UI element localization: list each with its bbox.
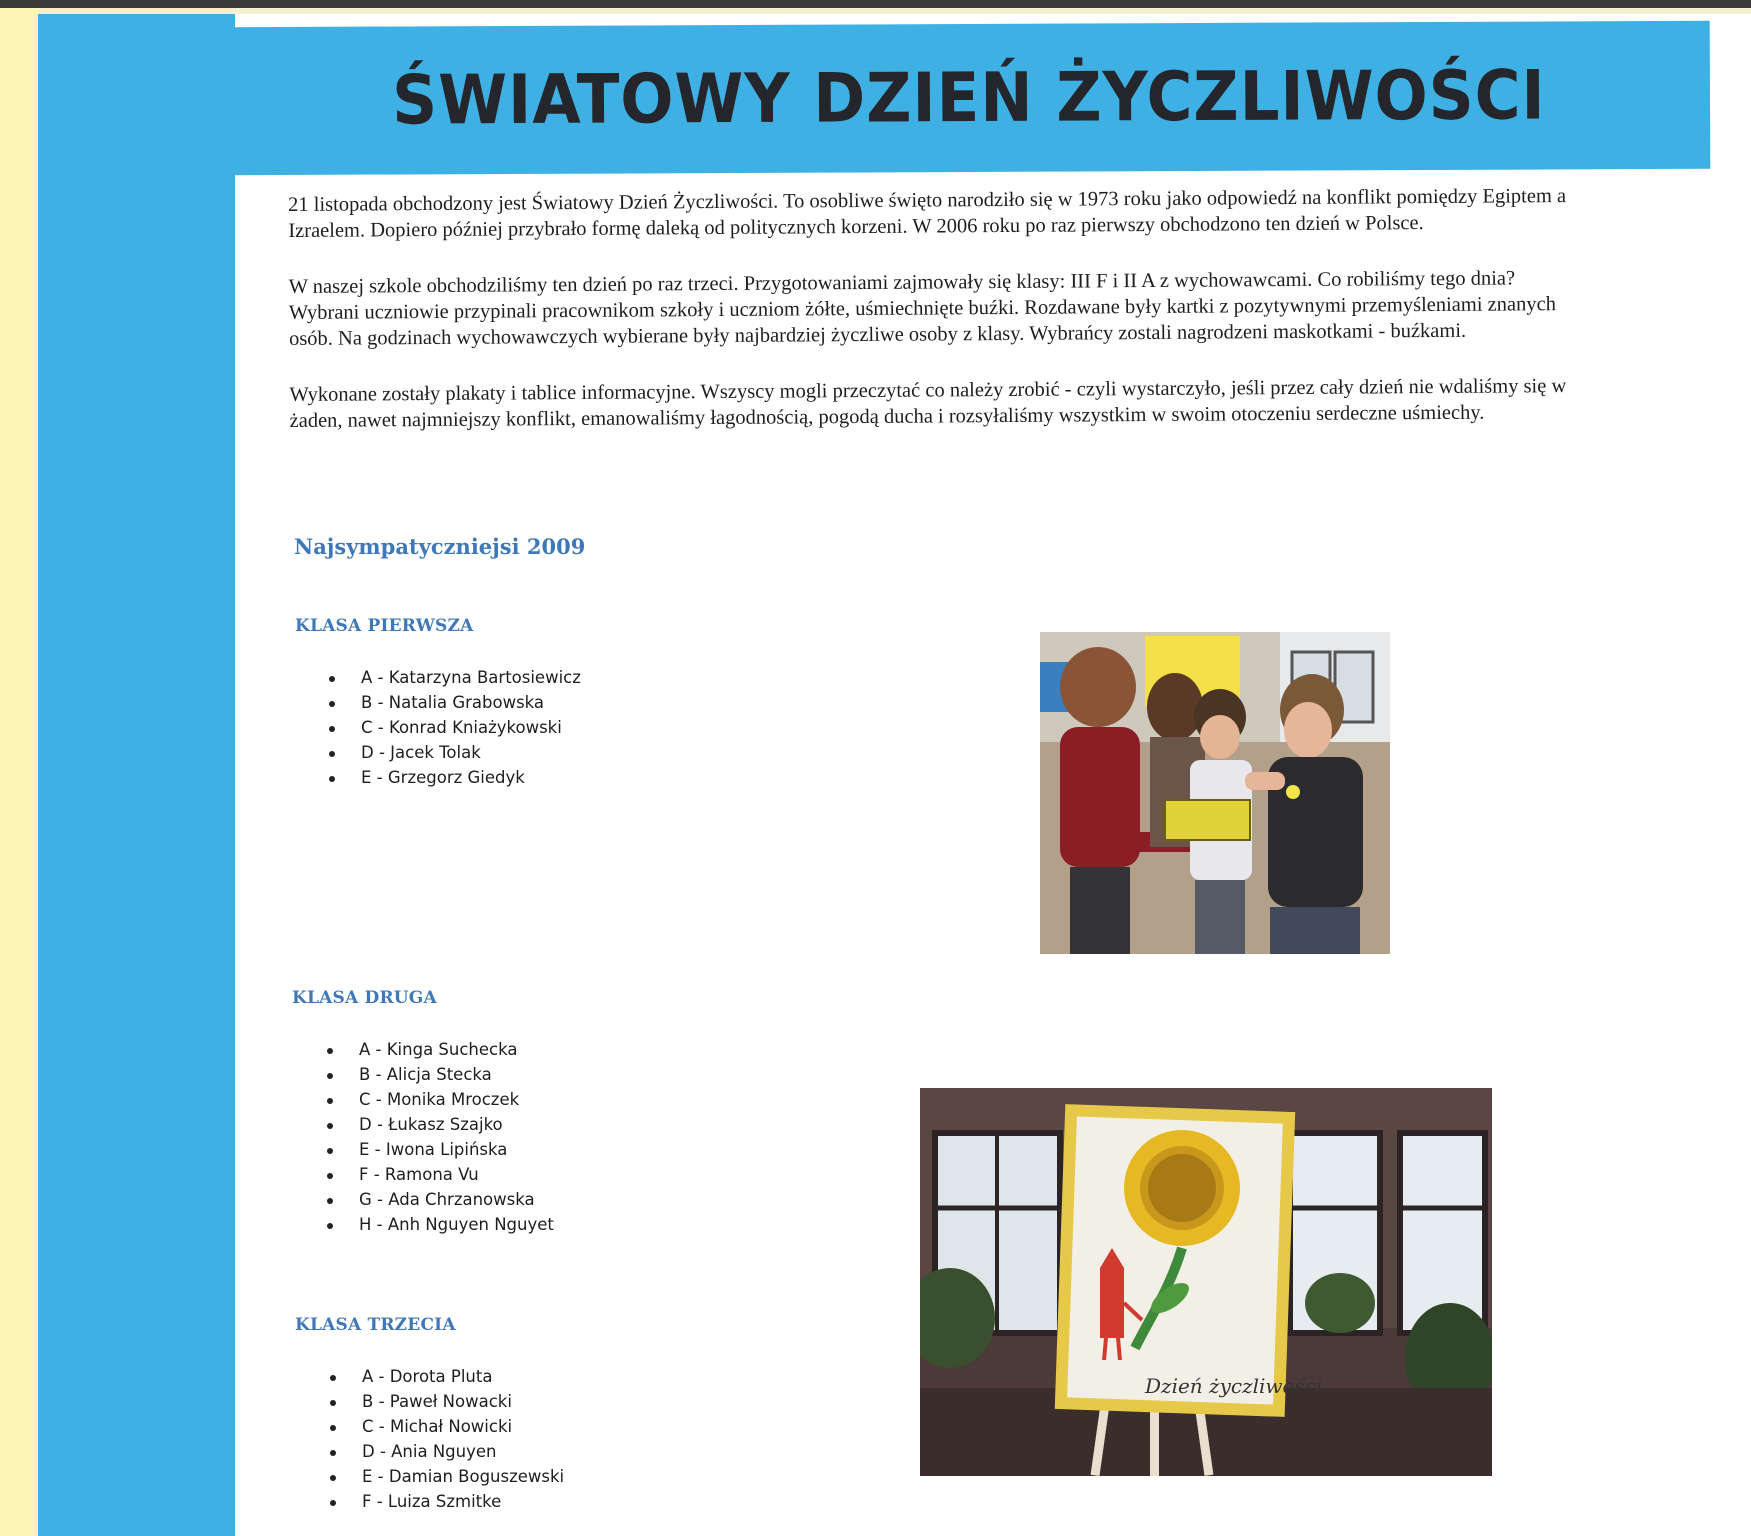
class-heading-second: KLASA DRUGA	[292, 988, 437, 1008]
students-photo-illustration	[1040, 632, 1390, 954]
list-item: C - Konrad Kniażykowski	[329, 715, 581, 740]
list-item: B - Paweł Nowacki	[330, 1389, 564, 1414]
blue-side-panel	[38, 14, 252, 1536]
list-item: A - Dorota Pluta	[330, 1364, 564, 1389]
list-item: F - Luiza Szmitke	[330, 1489, 564, 1514]
list-item: C - Michał Nowicki	[330, 1414, 564, 1439]
list-item: A - Katarzyna Bartosiewicz	[329, 665, 581, 690]
paragraph-intro: 21 listopada obchodzony jest Światowy Dzień Życzliwości. To osobliwe święto narodziło się w 1973 roku jako odpowiedź na konflikt pomiędzy Egiptem a Izraelem. Dopiero później przybrało formę daleką od politycznych korzeni. W 2006 roku po raz pierwszy obchodzono ten dzień w Polsce.	[288, 185, 1567, 242]
poster-photo-illustration	[920, 1088, 1492, 1476]
list-item: C - Monika Mroczek	[327, 1087, 554, 1112]
class-heading-third: KLASA TRZECIA	[295, 1315, 456, 1335]
scan-top-edge	[0, 0, 1751, 8]
names-list-first	[329, 665, 581, 790]
names-list-second	[327, 1037, 554, 1237]
list-item: E - Grzegorz Giedyk	[329, 765, 581, 790]
yellow-background-strip	[0, 8, 40, 1536]
names-list-third	[330, 1364, 564, 1514]
list-item: B - Alicja Stecka	[327, 1062, 554, 1087]
list-item: D - Jacek Tolak	[329, 740, 581, 765]
list-item: D - Ania Nguyen	[330, 1439, 564, 1464]
list-item: E - Iwona Lipińska	[327, 1137, 554, 1162]
list-item: E - Damian Boguszewski	[330, 1464, 564, 1489]
list-item: A - Kinga Suchecka	[327, 1037, 554, 1062]
paragraph-posters: Wykonane zostały plakaty i tablice informacyjne. Wszyscy mogli przeczytać co należy zrobić - czyli wystarczyło, jeśli przez cały dzień nie wdaliśmy się w żaden, nawet najmniejszy konflikt, emanowaliśmy łagodnością, pogodą ducha i rozsyłaliśmy wszystkim w swoim otoczeniu serdeczne uśmiechy.	[289, 375, 1567, 432]
article-body	[288, 183, 1590, 464]
paragraph-school: W naszej szkole obchodziliśmy ten dzień po raz trzeci. Przygotowaniami zajmowały się klasy: III F i II A z wychowawcami. Co robiliśmy tego dnia? Wybrani uczniowie przypinali pracownikom szkoły i uczniom żółte, uśmiechnięte buźki. Rozdawane były kartki z pozytywnymi przemyśleniami znanych osób. Na godzinach wychowawczych wybierane były najbardziej życzliwe osoby z klasy. Wybrańcy zostali nagrodzeni maskotkami - buźkami.	[288, 267, 1556, 350]
list-item: B - Natalia Grabowska	[329, 690, 581, 715]
section-title: Najsympatyczniejsi 2009	[294, 534, 586, 559]
list-item: D - Łukasz Szajko	[327, 1112, 554, 1137]
list-item: G - Ada Chrzanowska	[327, 1187, 554, 1212]
page-title: ŚWIATOWY DZIEŃ ŻYCZLIWOŚCI	[392, 55, 1546, 141]
photo-students	[1040, 632, 1390, 954]
list-item: H - Anh Nguyen Nguyet	[327, 1212, 554, 1237]
list-item: F - Ramona Vu	[327, 1162, 554, 1187]
poster-caption: Dzień życzliwości	[1145, 1374, 1323, 1398]
title-banner	[228, 21, 1711, 175]
photo-poster	[920, 1088, 1492, 1476]
class-heading-first: KLASA PIERWSZA	[295, 616, 474, 636]
